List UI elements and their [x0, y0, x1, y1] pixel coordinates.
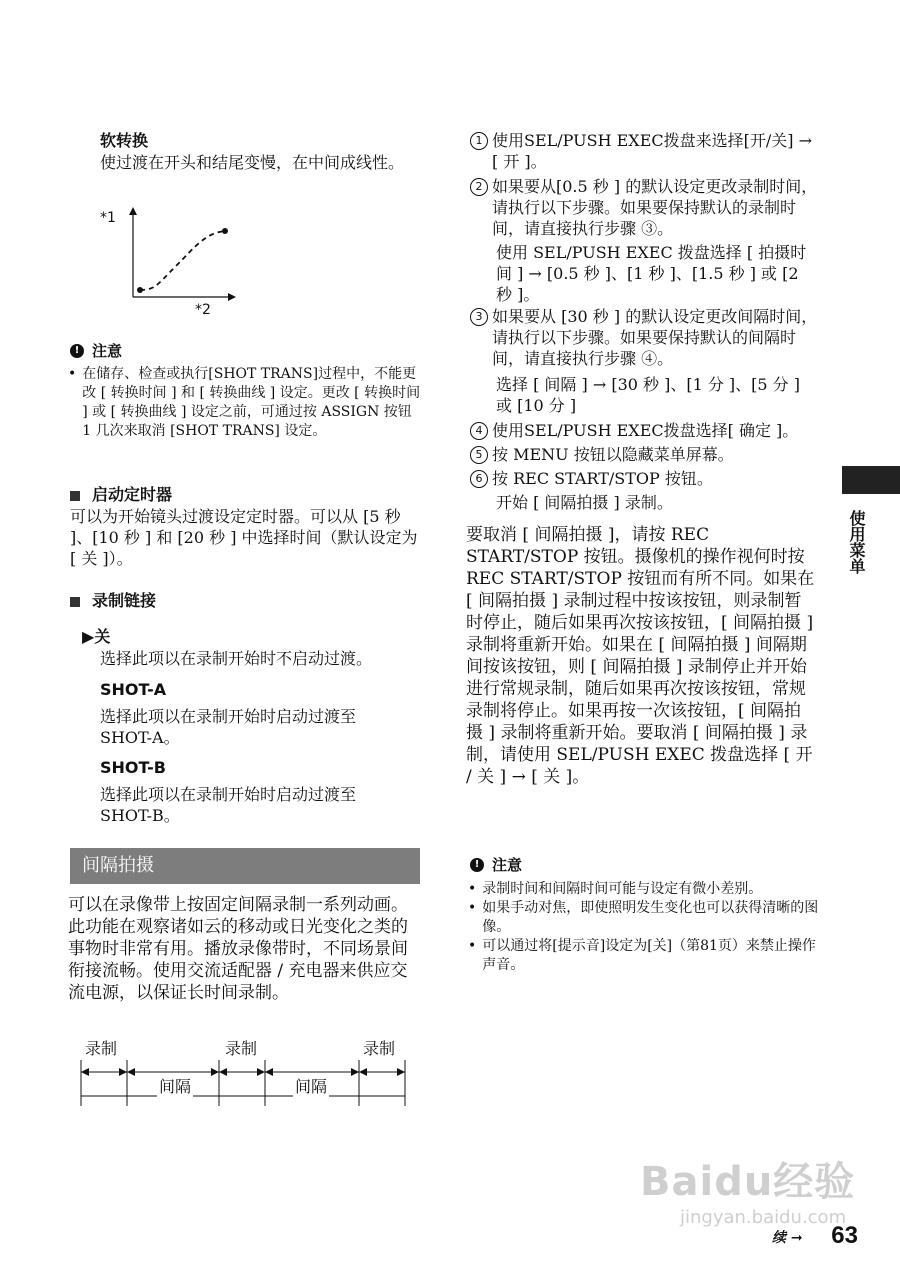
continue-label: 续 ➞	[772, 1230, 803, 1246]
square-bullet-icon	[70, 597, 80, 607]
option-shot-b-desc: 选择此项以在录制开始时启动过渡至SHOT-B。	[100, 785, 357, 825]
baidu-watermark: Baidu经验 jingyan.baidu.com	[640, 1159, 856, 1228]
page-number: 63	[831, 1222, 858, 1249]
interval-diagram	[75, 1036, 415, 1111]
note-heading-2: ! 注意	[470, 854, 522, 875]
step-3-sub: 选择 [ 间隔 ] → [30 秒 ]、[1 分 ]、[5 分 ] 或 [10 分 ]	[496, 375, 801, 415]
square-bullet-icon	[70, 491, 80, 501]
step-5: 5 按 MENU 按钮以隐藏菜单屏幕。	[470, 444, 820, 465]
x-axis-mark: *2	[195, 302, 211, 318]
soft-transition-title: 软转换	[100, 131, 149, 150]
soft-transition-desc: 使过渡在开头和结尾变慢，在中间成线性。	[100, 153, 405, 172]
step-2-sub: 使用 SEL/PUSH EXEC 拨盘选择 [ 拍摄时间 ] → [0.5 秒 ]、[1 秒 ]、[1.5 秒 ] 或 [2 秒 ]。	[496, 243, 807, 304]
timer-desc: 可以为开始镜头过渡设定定时器。可以从 [5 秒 ]、[10 秒 ] 和 [20 秒 ] 中选择时间（默认设定为 [ 关 ]）。	[70, 507, 418, 568]
gap-label-1: 间隔	[159, 1077, 192, 1096]
step-1: 1 使用SEL/PUSH EXEC拨盘来选择[开/关] → [ 开 ]。	[470, 130, 820, 172]
warning-icon: !	[70, 344, 84, 358]
section-band-interval: 间隔拍摄	[70, 848, 420, 884]
option-shot-a-desc: 选择此项以在录制开始时启动过渡至SHOT-A。	[100, 707, 357, 747]
timer-section-heading: 启动定时器	[70, 482, 172, 505]
interval-behavior-paragraph: 要取消 [ 间隔拍摄 ]，请按 REC START/STOP 按钮。摄像机的操作视何时按 REC START/STOP 按钮而有所不同。如果在 [ 间隔拍摄 ] 录制过程中按该按钮，则录制暂时停止，随后如果再次按该按钮，[ 间隔拍摄 ] 录制将重新开始。如果在 [ 间隔拍摄 ] 间隔期间按该按钮，则 [ 间隔拍摄 ] 录制停止并开始进行常规录制，随后如果再次按该按钮，常规录制将停止。如果再按一次该按钮，[ 间隔拍摄 ] 录制将重新开始。要取消 [ 间隔拍摄 ] 录制，请使用 SEL/PUSH EXEC 拨盘选择 [ 开 / 关 ] → [ 关 ]。	[466, 525, 815, 787]
note-1-item: • 在储存、检查或执行[SHOT TRANS]过程中，不能更改 [ 转换时间 ] 和 [ 转换曲线 ] 设定。更改 [ 转换时间 ] 或 [ 转换曲线 ] 设定之前，可通过按 ASSIGN 按钮 1 几次来取消 [SHOT TRANS] 设定。	[68, 366, 421, 439]
step-3: 3 如果要从 [30 秒 ] 的默认设定更改间隔时间，请执行以下步骤。如果要保持默认的间隔时间，请直接执行步骤 ④。	[470, 306, 820, 369]
step-6: 6 按 REC START/STOP 按钮。	[470, 468, 820, 489]
step-4: 4 使用SEL/PUSH EXEC拨盘选择[ 确定 ]。	[470, 420, 820, 441]
gap-label-2: 间隔	[295, 1077, 328, 1096]
note-2-item: • 录制时间和间隔时间可能与设定有微小差别。	[468, 881, 763, 897]
option-off-label: ▶关	[82, 627, 111, 646]
note-2-item: • 可以通过将[提示音]设定为[关]（第81页）来禁止操作声音。	[468, 938, 816, 973]
transition-curve-graph	[95, 205, 245, 320]
arrow-right-icon: ➞	[790, 1230, 803, 1246]
note-heading-1: ! 注意	[70, 340, 122, 361]
option-shot-b-label: SHOT-B	[100, 758, 166, 777]
link-section-heading: 录制链接	[70, 588, 156, 611]
rec-label-1: 录制	[85, 1039, 118, 1058]
side-tab-label: 使用菜单	[847, 510, 866, 574]
option-off-desc: 选择此项以在录制开始时不启动过渡。	[100, 649, 373, 668]
y-axis-mark: *1	[100, 210, 116, 226]
step-2: 2 如果要从[0.5 秒 ] 的默认设定更改录制时间，请执行以下步骤。如果要保持默认的录制时间，请直接执行步骤 ③。	[470, 176, 820, 239]
rec-label-3: 录制	[363, 1039, 396, 1058]
curve-svg	[95, 205, 245, 320]
side-tab-bar	[842, 466, 900, 494]
timeline-svg	[75, 1060, 415, 1108]
interval-desc: 可以在录像带上按固定间隔录制一系列动画。此功能在观察诸如云的移动或日光变化之类的事物时非常有用。播放录像带时，不同场景间衔接流畅。使用交流适配器 / 充电器来供应交流电源，以保证长时间录制。	[68, 895, 408, 1003]
step-6-sub: 开始 [ 间隔拍摄 ] 录制。	[496, 493, 673, 512]
option-shot-a-label: SHOT-A	[100, 680, 167, 699]
note-2-list	[468, 880, 820, 975]
rec-label-2: 录制	[225, 1039, 258, 1058]
warning-icon: !	[470, 858, 484, 872]
note-2-item: • 如果手动对焦，即使照明发生变化也可以获得清晰的图像。	[468, 900, 819, 935]
